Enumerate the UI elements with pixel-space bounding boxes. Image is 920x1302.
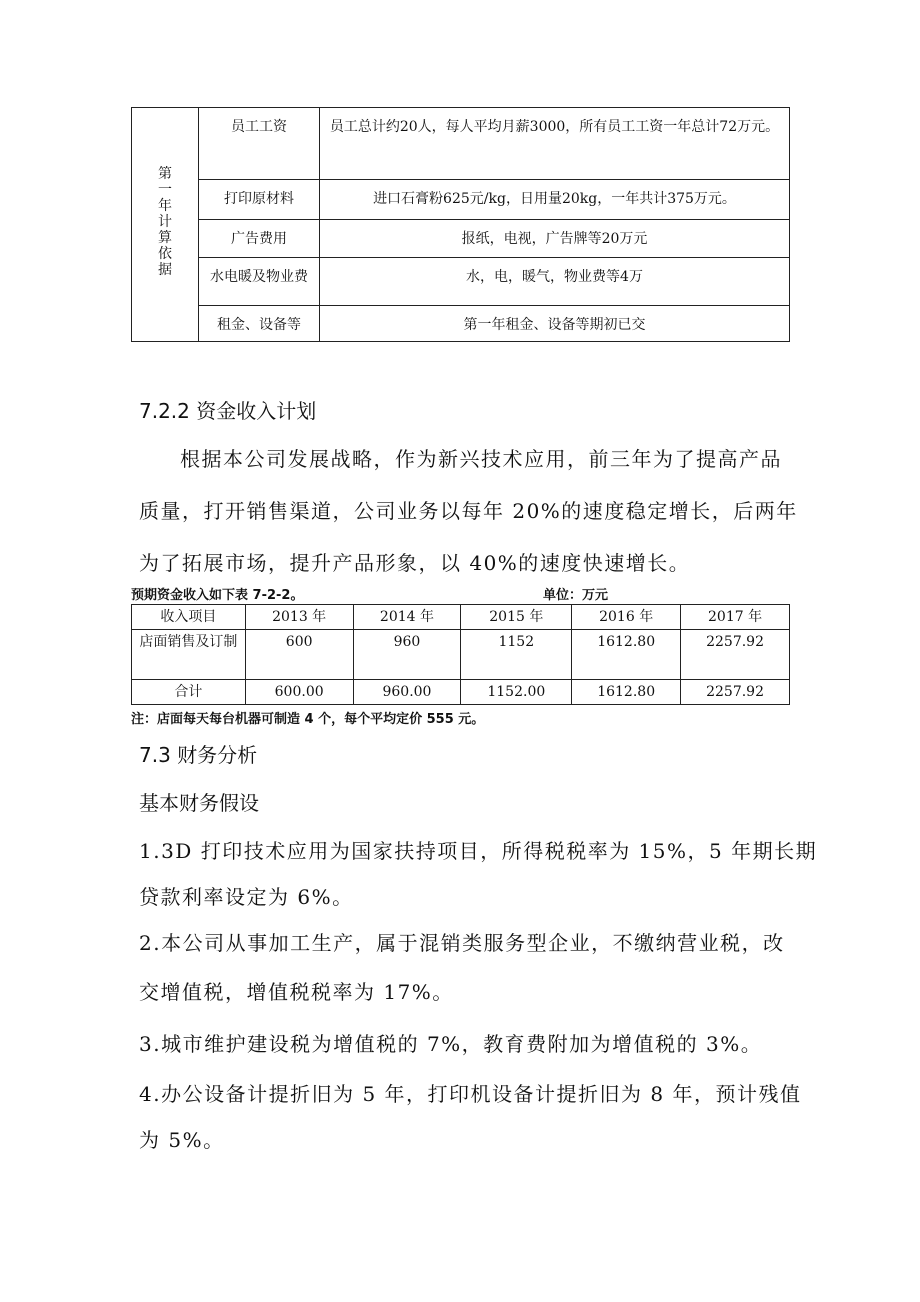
- table-row: [132, 680, 790, 705]
- revenue-table: [131, 604, 790, 705]
- paragraph-line: 质量，打开销售渠道，公司业务以每年 20%的速度稳定增长，后两年: [139, 499, 798, 523]
- row-label-cell: 店面销售及订制: [132, 630, 246, 680]
- paragraph-line: 根据本公司发展战略，作为新兴技术应用，前三年为了提高产品: [180, 447, 782, 471]
- item-cell: 水电暖及物业费: [199, 258, 320, 306]
- detail-cell: 第一年租金、设备等期初已交: [320, 306, 790, 342]
- item-cell: 租金、设备等: [199, 306, 320, 342]
- group-label: 第一年计算依据: [158, 165, 172, 278]
- header-cell: 2016 年: [572, 605, 681, 630]
- header-cell: 2017 年: [681, 605, 790, 630]
- table-row: [132, 108, 790, 180]
- value-cell: 960.00: [353, 680, 461, 705]
- row-label-cell: 合计: [132, 680, 246, 705]
- subheading-financial-assumptions: 基本财务假设: [139, 791, 259, 815]
- header-cell: 2015 年: [461, 605, 572, 630]
- table-row: [132, 630, 790, 680]
- paragraph-line: 为了拓展市场，提升产品形象，以 40%的速度快速增长。: [139, 551, 691, 575]
- table-row: [132, 306, 790, 342]
- item-cell: 打印原材料: [199, 180, 320, 220]
- item-cell: 员工工资: [199, 108, 320, 180]
- value-cell: 2257.92: [681, 680, 790, 705]
- table-row: [132, 220, 790, 258]
- assumption-line: 为 5%。: [139, 1128, 225, 1152]
- value-cell: 600: [245, 630, 353, 680]
- value-cell: 960: [353, 630, 461, 680]
- value-cell: 1152: [461, 630, 572, 680]
- table-row: [132, 258, 790, 306]
- header-cell: 2014 年: [353, 605, 461, 630]
- detail-cell: 员工总计约20人，每人平均月薪3000，所有员工工资一年总计72万元。: [320, 108, 790, 180]
- detail-cell: 水，电，暖气，物业费等4万: [320, 258, 790, 306]
- header-cell: 收入项目: [132, 605, 246, 630]
- item-cell: 广告费用: [199, 220, 320, 258]
- section-heading-7-2-2: 7.2.2 资金收入计划: [139, 399, 317, 423]
- assumption-line: 4.办公设备计提折旧为 5 年，打印机设备计提折旧为 8 年，预计残值: [139, 1082, 802, 1106]
- section-heading-7-3: 7.3 财务分析: [139, 743, 258, 767]
- header-cell: 2013 年: [245, 605, 353, 630]
- detail-cell: 报纸，电视，广告牌等20万元: [320, 220, 790, 258]
- table-caption: 预期资金收入如下表 7-2-2。: [131, 588, 304, 603]
- assumption-line: 3.城市维护建设税为增值税的 7%，教育费附加为增值税的 3%。: [139, 1032, 763, 1056]
- assumption-line: 2.本公司从事加工生产，属于混销类服务型企业，不缴纳营业税，改: [139, 931, 785, 955]
- assumption-line: 交增值税，增值税税率为 17%。: [139, 980, 454, 1004]
- assumption-line: 贷款利率设定为 6%。: [139, 885, 354, 909]
- value-cell: 600.00: [245, 680, 353, 705]
- value-cell: 1152.00: [461, 680, 572, 705]
- first-year-basis-table: [131, 107, 790, 342]
- detail-cell: 进口石膏粉625元/kg，日用量20kg，一年共计375万元。: [320, 180, 790, 220]
- value-cell: 2257.92: [681, 630, 790, 680]
- group-label-cell: [132, 108, 199, 342]
- table-row: [132, 180, 790, 220]
- table-note: 注：店面每天每台机器可制造 4 个，每个平均定价 555 元。: [131, 712, 485, 727]
- value-cell: 1612.80: [572, 680, 681, 705]
- unit-label: 单位：万元: [543, 588, 609, 603]
- value-cell: 1612.80: [572, 630, 681, 680]
- assumption-line: 1.3D 打印技术应用为国家扶持项目，所得税税率为 15%，5 年期长期: [139, 839, 818, 863]
- table-header-row: [132, 605, 790, 630]
